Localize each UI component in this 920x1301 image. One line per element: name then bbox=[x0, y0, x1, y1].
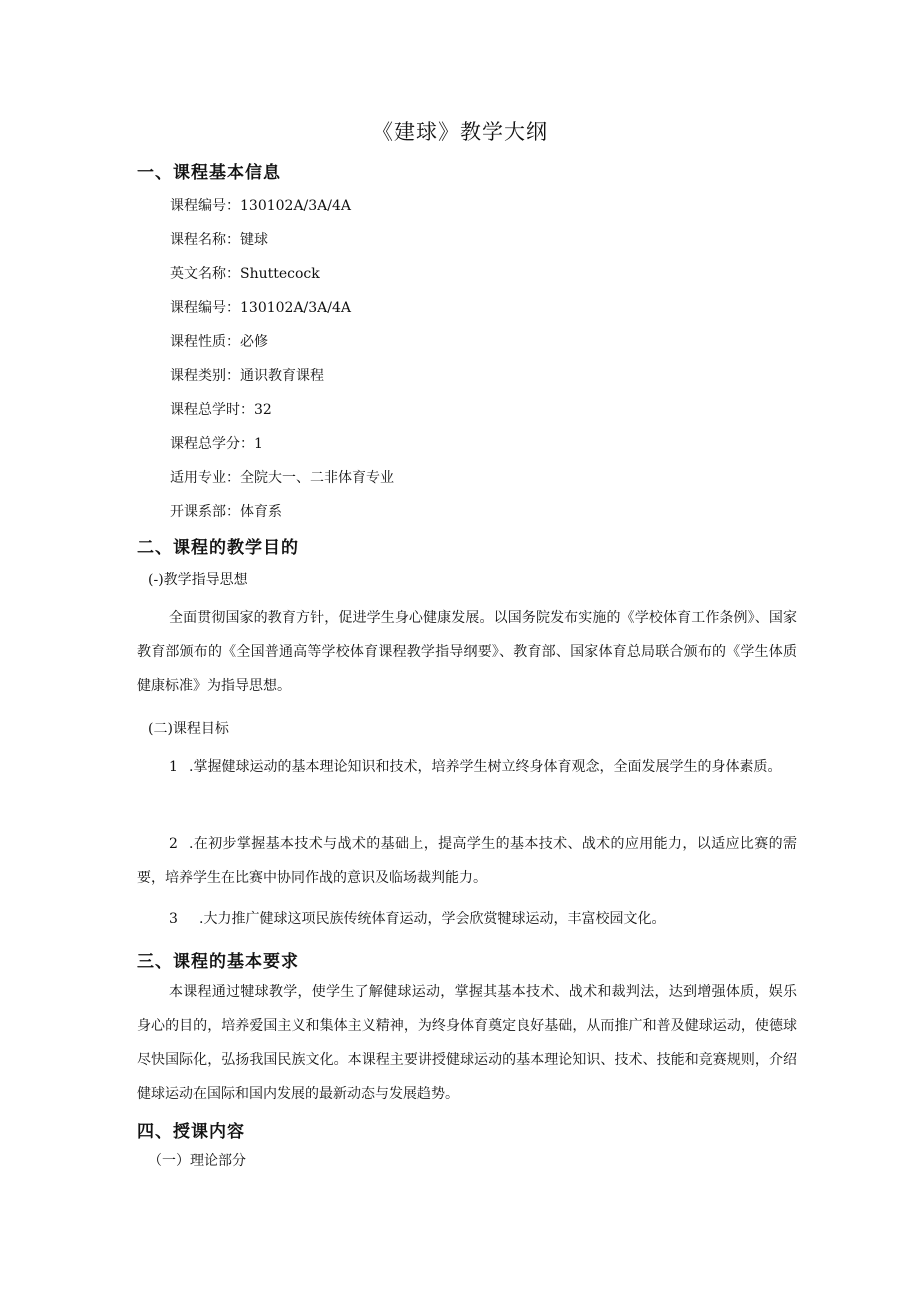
info-course-category: 课程类别：通识教育课程 bbox=[170, 368, 324, 384]
info-course-code-2: 课程编号：130102A/3A/4A bbox=[170, 300, 352, 316]
subheading-theory-part: （一）理论部分 bbox=[148, 1153, 246, 1169]
goal-item-3 bbox=[137, 902, 797, 936]
paragraph-guiding-ideology: 全面贯彻国家的教育方针，促进学生身心健康发展。以国务院发布实施的《学校体育工作条例》、国家教育部颁布的《全国普通高等学校体育课程教学指导纲要》、教育部、国家体育总局联合颁布的《学生体质健康标准》为指导思想。 bbox=[137, 610, 797, 694]
info-total-credits: 课程总学分：1 bbox=[170, 436, 263, 452]
goal-text: .掌握健球运动的基本理论知识和技术，培养学生树立终身体育观念，全面发展学生的身体素质。 bbox=[189, 759, 782, 775]
section-heading-basic-info: 一、课程基本信息 bbox=[137, 163, 281, 183]
info-course-name: 课程名称：键球 bbox=[170, 232, 268, 248]
goal-item-2 bbox=[137, 827, 797, 895]
info-applicable-majors: 适用专业：全院大一、二非体育专业 bbox=[170, 470, 394, 486]
goal-item-1 bbox=[137, 750, 797, 784]
paragraph-requirements: 本课程通过犍球教学，使学生了解健球运动，掌握其基本技术、战术和裁判法，达到增强体质，娱乐身心的目的，培养爱国主义和集体主义精神，为终身体育奠定良好基础，从而推广和普及健球运动，使德球尽快国际化，弘扬我国民族文化。本课程主要讲授健球运动的基本理论知识、技术、技能和竞赛规则，介绍健球运动在国际和国内发展的最新动态与发展趋势。 bbox=[137, 984, 797, 1102]
info-total-hours: 课程总学时：32 bbox=[170, 402, 272, 418]
info-english-name: 英文名称：Shuttecock bbox=[170, 266, 320, 282]
goal-number: 3 bbox=[169, 911, 178, 927]
goal-text: .大力推广健球这项民族传统体育运动，学会欣赏犍球运动，丰富校园文化。 bbox=[199, 911, 666, 927]
goal-number: 1 bbox=[169, 759, 178, 775]
section-heading-requirements: 三、课程的基本要求 bbox=[137, 952, 299, 972]
info-course-nature: 课程性质：必修 bbox=[170, 334, 268, 350]
section-heading-content: 四、授课内容 bbox=[137, 1122, 245, 1142]
info-department: 开课系部：体育系 bbox=[170, 504, 282, 520]
section-heading-purpose: 二、课程的教学目的 bbox=[137, 538, 299, 558]
info-course-code: 课程编号：130102A/3A/4A bbox=[170, 198, 352, 214]
document-title: 《建球》教学大纲 bbox=[372, 120, 548, 144]
goal-text: .在初步掌握基本技术与战术的基础上，提高学生的基本技术、战术的应用能力，以适应比赛的需要，培养学生在比赛中协同作战的意识及临场裁判能力。 bbox=[137, 836, 797, 886]
subheading-guiding-ideology: (-)教学指导思想 bbox=[148, 572, 248, 588]
goal-number: 2 bbox=[169, 836, 178, 852]
subheading-course-goals: (二)课程目标 bbox=[148, 721, 229, 737]
